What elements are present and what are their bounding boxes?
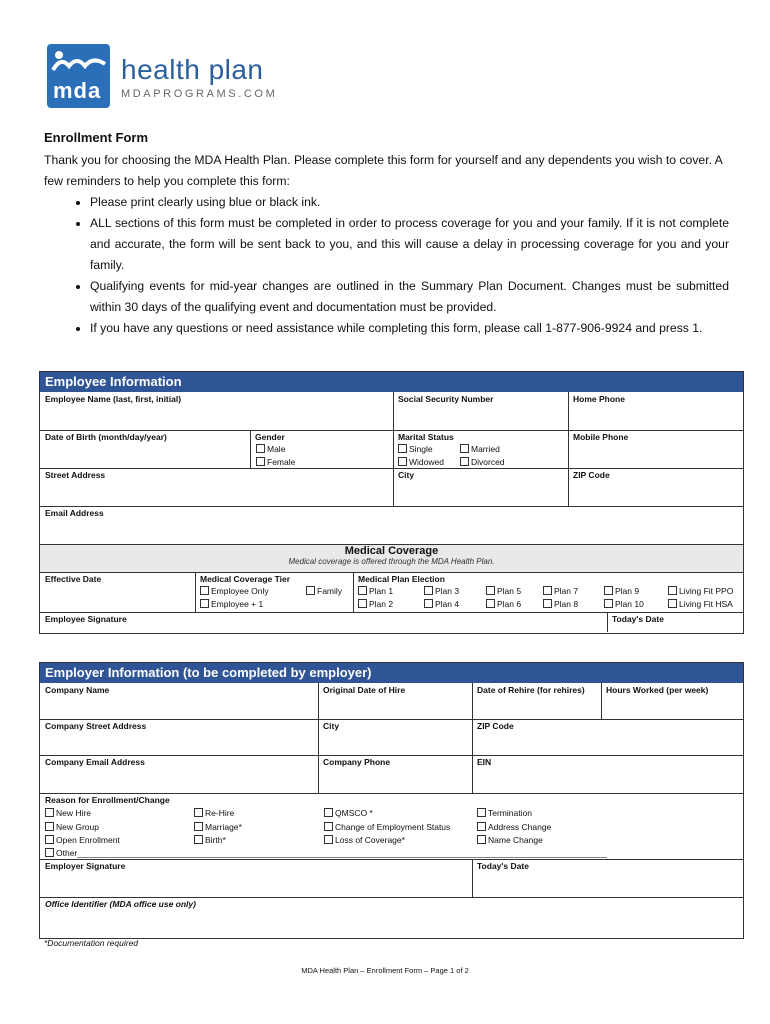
reminder-list — [44, 192, 729, 339]
employee-section-header: Employee Information — [40, 372, 743, 392]
marital-divorced-checkbox[interactable]: Divorced — [460, 457, 505, 467]
reason-loss-of-coverage-checkbox[interactable]: Loss of Coverage* — [324, 835, 405, 845]
logo-mark-text: mda — [53, 78, 102, 103]
email-label: Email Address — [45, 508, 104, 518]
medical-coverage-band — [40, 545, 743, 572]
rehire-date-label: Date of Rehire (for rehires) — [477, 685, 585, 695]
reminder-item: • ALL sections of this form must be completed in order to process coverage for you and your family. If it is not complete and accurate, the form will be sent back to you, and this will cause a delay in processing coverage for you and your family. — [90, 213, 729, 276]
ein-label: EIN — [477, 757, 492, 767]
tier-family-checkbox[interactable]: Family — [306, 586, 342, 596]
gender-label: Gender — [255, 432, 285, 442]
marital-married-checkbox[interactable]: Married — [460, 444, 500, 454]
plan-8-checkbox[interactable]: Plan 8 — [543, 599, 578, 609]
tier-employee-plus-one-checkbox[interactable]: Employee + 1 — [200, 599, 263, 609]
reason-label: Reason for Enrollment/Change — [45, 795, 170, 805]
tier-employee-only-checkbox[interactable]: Employee Only — [200, 586, 269, 596]
employee-section — [39, 371, 744, 634]
page-footer: MDA Health Plan – Enrollment Form – Page 1 of 2 — [301, 966, 469, 975]
plan-1-checkbox[interactable]: Plan 1 — [358, 586, 393, 596]
plan-9-checkbox[interactable]: Plan 9 — [604, 586, 639, 596]
reminder-item: • Qualifying events for mid-year changes are outlined in the Summary Plan Document. Changes must be submitted within 30 days of the qualifying event and documentation must be provided. — [90, 276, 729, 318]
company-zip-label: ZIP Code — [477, 721, 514, 731]
reminder-item: • Please print clearly using blue or black ink. — [90, 192, 729, 213]
medical-coverage-title: Medical Coverage — [344, 545, 439, 557]
reason-marriage-checkbox[interactable]: Marriage* — [194, 822, 242, 832]
zip-label: ZIP Code — [573, 470, 610, 480]
street-address-label: Street Address — [45, 470, 106, 480]
marital-single-checkbox[interactable]: Single — [398, 444, 433, 454]
reason-employment-status-checkbox[interactable]: Change of Employment Status — [324, 822, 450, 832]
original-hire-date-label: Original Date of Hire — [323, 685, 406, 695]
mobile-phone-label: Mobile Phone — [573, 432, 629, 442]
other-line: ________________________________________________________________________________________________________________ — [77, 848, 607, 858]
reason-new-group-checkbox[interactable]: New Group — [45, 822, 99, 832]
wave-icon — [51, 50, 107, 74]
plan-7-checkbox[interactable]: Plan 7 — [543, 586, 578, 596]
marital-widowed-checkbox[interactable]: Widowed — [398, 457, 444, 467]
employer-date-label: Today's Date — [477, 861, 529, 871]
logo-site: MDAPROGRAMS.COM — [121, 88, 278, 100]
reason-other-checkbox[interactable]: Other________________________________________________________________________________________________________________ — [45, 848, 735, 858]
plan-living-fit-ppo-checkbox[interactable]: Living Fit PPO — [668, 586, 733, 596]
employer-signature-label: Employer Signature — [45, 861, 126, 871]
reason-new-hire-checkbox[interactable]: New Hire — [45, 808, 91, 818]
reason-name-change-checkbox[interactable]: Name Change — [477, 835, 543, 845]
coverage-tier-label: Medical Coverage Tier — [200, 574, 291, 584]
home-phone-label: Home Phone — [573, 394, 625, 404]
employer-section-header: Employer Information (to be completed by employer) — [40, 663, 743, 683]
reason-termination-checkbox[interactable]: Termination — [477, 808, 532, 818]
employee-signature-label: Employee Signature — [45, 614, 127, 624]
plan-3-checkbox[interactable]: Plan 3 — [424, 586, 459, 596]
company-street-label: Company Street Address — [45, 721, 147, 731]
gender-male-checkbox[interactable]: Male — [256, 444, 285, 454]
employer-section — [39, 662, 744, 939]
company-city-label: City — [323, 721, 340, 731]
employee-date-label: Today's Date — [612, 614, 664, 624]
documentation-note: *Documentation required — [44, 938, 139, 948]
reason-open-enrollment-checkbox[interactable]: Open Enrollment — [45, 835, 120, 845]
employee-name-label: Employee Name (last, first, initial) — [45, 394, 182, 404]
company-name-label: Company Name — [45, 685, 110, 695]
plan-2-checkbox[interactable]: Plan 2 — [358, 599, 393, 609]
plan-living-fit-hsa-checkbox[interactable]: Living Fit HSA — [668, 599, 733, 609]
plan-election-label: Medical Plan Election — [358, 574, 445, 584]
gender-female-checkbox[interactable]: Female — [256, 457, 295, 467]
plan-5-checkbox[interactable]: Plan 5 — [486, 586, 521, 596]
plan-4-checkbox[interactable]: Plan 4 — [424, 599, 459, 609]
dob-label: Date of Birth (month/day/year) — [45, 432, 167, 442]
mda-logo — [47, 44, 278, 108]
page-title: Enrollment Form — [44, 130, 149, 145]
company-email-label: Company Email Address — [45, 757, 145, 767]
company-phone-label: Company Phone — [323, 757, 391, 767]
medical-coverage-subtitle: Medical coverage is offered through the MDA Health Plan. — [288, 557, 495, 566]
intro-paragraph: Thank you for choosing the MDA Health Plan. Please complete this form for yourself and any dependents you wish to cover. A few reminders to help you complete this form: — [44, 153, 723, 188]
reason-rehire-checkbox[interactable]: Re-Hire — [194, 808, 234, 818]
effective-date-label: Effective Date — [45, 574, 102, 584]
ssn-label: Social Security Number — [398, 394, 494, 404]
reason-qmsco-checkbox[interactable]: QMSCO * — [324, 808, 373, 818]
plan-6-checkbox[interactable]: Plan 6 — [486, 599, 521, 609]
reason-birth-checkbox[interactable]: Birth* — [194, 835, 226, 845]
city-label: City — [398, 470, 415, 480]
office-identifier-label: Office Identifier (MDA office use only) — [45, 899, 196, 909]
intro — [44, 150, 729, 339]
reminder-item: • If you have any questions or need assistance while completing this form, please call 1-877-906-9924 and press 1. — [90, 318, 729, 339]
marital-status-label: Marital Status — [398, 432, 454, 442]
hours-worked-label: Hours Worked (per week) — [606, 685, 709, 695]
reason-address-change-checkbox[interactable]: Address Change — [477, 822, 551, 832]
logo-mark — [47, 44, 110, 108]
logo-name: health plan — [121, 54, 264, 85]
plan-10-checkbox[interactable]: Plan 10 — [604, 599, 644, 609]
